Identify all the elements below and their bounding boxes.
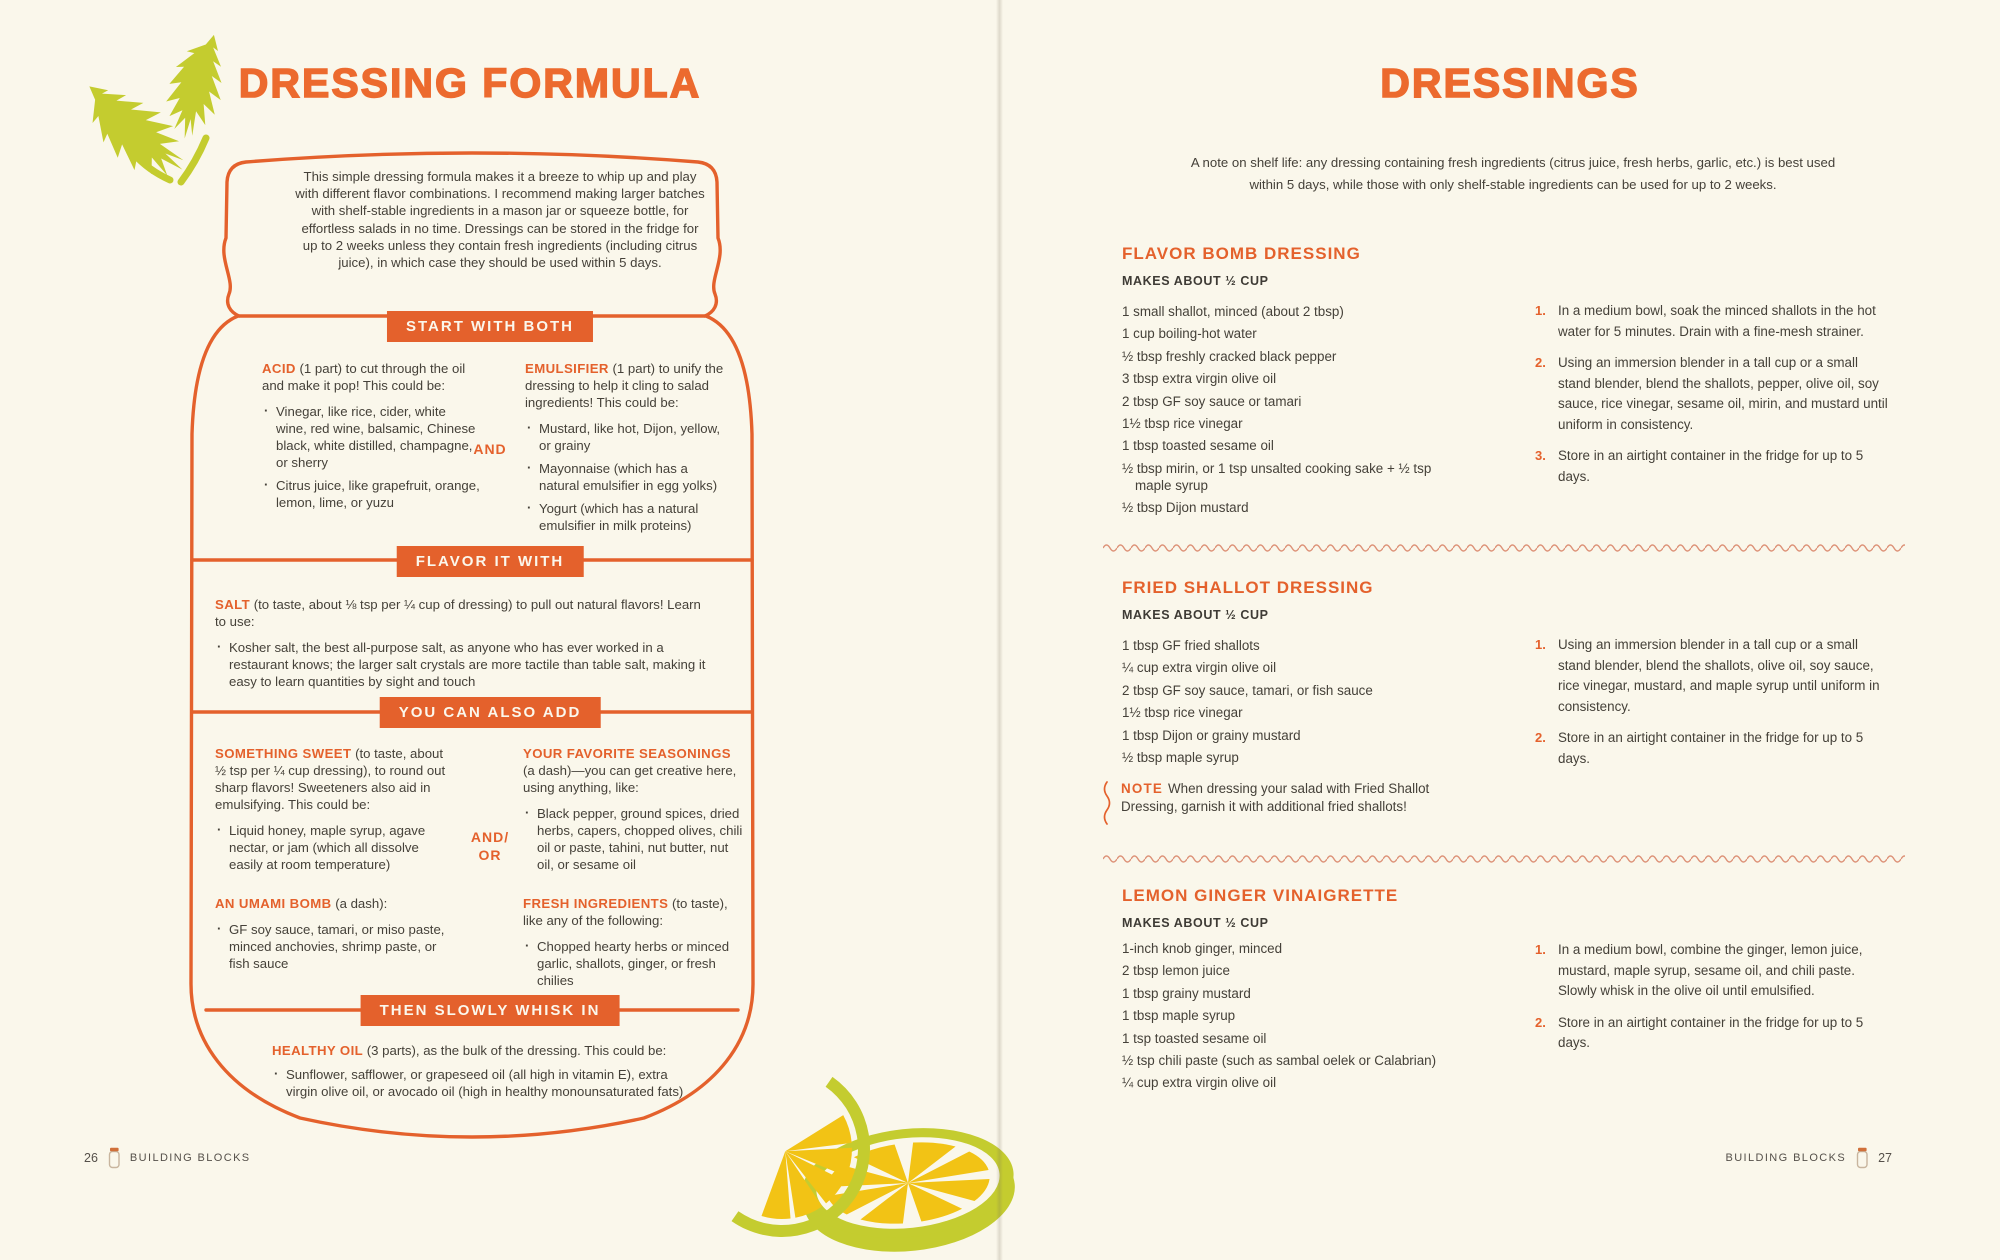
list-item: · Yogurt (which has a natural emulsifier in milk proteins) <box>525 500 730 534</box>
ingredient: 1 small shallot, minced (about 2 tbsp) <box>1122 304 1344 319</box>
acid-keyword: ACID <box>262 361 296 376</box>
ingredient: 1 tbsp Dijon or grainy mustard <box>1122 727 1301 743</box>
emulsifier-column <box>525 360 730 540</box>
page-number: 27 <box>1878 1151 1892 1165</box>
umami-bomb-lead: AN UMAMI BOMB (a dash): <box>215 896 388 911</box>
ingredient: ½ tbsp Dijon mustard <box>1122 500 1249 516</box>
acid-lead: ACID (1 part) to cut through the oil and make it pop! This could be: <box>262 361 466 393</box>
umami-bomb-block <box>215 895 455 978</box>
page-title: DRESSINGS <box>1380 60 1640 106</box>
left-page-footer <box>84 1146 251 1170</box>
footer-label: BUILDING BLOCKS <box>129 1152 251 1164</box>
list-item: · Black pepper, ground spices, dried herbs, capers, chopped olives, chili oil or paste, tahini, nut butter, nut oil, or sesame oil <box>523 805 745 873</box>
ingredient: 2 tbsp lemon juice <box>1122 963 1230 979</box>
recipe-title: LEMON GINGER VINAIGRETTE <box>1122 886 1399 905</box>
step-number: 1. <box>1535 942 1546 957</box>
wavy-divider <box>1103 851 1905 863</box>
step-number: 1. <box>1535 303 1546 318</box>
list-item: · Sunflower, safflower, or grapeseed oil (all high in vitamin E), extra virgin olive oil, or avocado oil (high in healthy monounsaturated fats) <box>272 1066 692 1100</box>
ingredient: 2 tbsp GF soy sauce or tamari <box>1122 393 1302 409</box>
section-header-start-with-both: START WITH BOTH <box>387 311 593 342</box>
list-item: · Mayonnaise (which has a natural emulsifier in egg yolks) <box>525 460 730 494</box>
ingredient-list <box>1122 940 1524 1097</box>
seasonings-block <box>523 745 745 879</box>
page-number: 26 <box>84 1151 98 1165</box>
section-header-then-slowly-whisk-in: THEN SLOWLY WHISK IN <box>361 995 620 1026</box>
list-item: · GF soy sauce, tamari, or miso paste, minced anchovies, shrimp paste, or fish sauce <box>215 921 455 972</box>
ingredient: ½ tsp chili paste (such as sambal oelek or Calabrian) <box>1122 1052 1437 1068</box>
salt-lead: SALT (to taste, about ⅛ tsp per ¼ cup of dressing) to pull out natural flavors! Learn to use: <box>215 597 701 629</box>
recipe-step: 3. Store in an airtight container in the fridge for up to 5 days. <box>1535 446 1893 487</box>
fresh-ingredients-block <box>523 895 745 995</box>
ingredient: ½ tbsp maple syrup <box>1122 749 1239 765</box>
citrus-slices-illustration <box>690 1065 1020 1260</box>
step-list <box>1535 940 1893 1065</box>
section-header-flavor-it-with: FLAVOR IT WITH <box>397 546 584 577</box>
recipe-step: 2. Store in an airtight container in the fridge for up to 5 days. <box>1535 728 1893 769</box>
ingredient: 1 tsp toasted sesame oil <box>1122 1030 1267 1046</box>
ingredient: ¼ cup extra virgin olive oil <box>1122 1075 1277 1091</box>
ingredient: ½ tbsp freshly cracked black pepper <box>1122 348 1337 364</box>
ingredient-list <box>1122 303 1524 522</box>
list-item: · Kosher salt, the best all-purpose salt, as anyone who has ever worked in a restaurant knows; the larger salt crystals are more tactile than table salt, making it easy to learn quantities by sight and touch <box>215 639 715 690</box>
note-squiggle-icon <box>1100 780 1112 826</box>
seasonings-lead: YOUR FAVORITE SEASONINGS (a dash)—you can get creative here, using anything, like: <box>523 746 737 795</box>
ingredient: 1 tbsp toasted sesame oil <box>1122 438 1274 454</box>
recipe-step: 1. Using an immersion blender in a tall cup or a small stand blender, blend the shallots, olive oil, soy sauce, rice vinegar, mustard, and maple syrup until uniform in consistency. <box>1535 635 1893 717</box>
recipe-yield: MAKES ABOUT ½ CUP <box>1122 608 1269 622</box>
ingredient: ¼ cup extra virgin olive oil <box>1122 660 1277 676</box>
recipe-step: 2. Store in an airtight container in the fridge for up to 5 days. <box>1535 1013 1893 1054</box>
step-number: 2. <box>1535 1014 1546 1030</box>
jar-icon <box>1855 1147 1869 1169</box>
right-page-footer <box>1725 1146 1892 1170</box>
emulsifier-keyword: EMULSIFIER <box>525 361 609 376</box>
recipe-title: FLAVOR BOMB DRESSING <box>1122 244 1361 263</box>
step-number: 3. <box>1535 448 1546 463</box>
list-item: · Chopped hearty herbs or minced garlic, shallots, ginger, or fresh chilies <box>523 938 745 989</box>
ingredient-list <box>1122 637 1524 771</box>
recipe-fried-shallot-dressing <box>1122 578 1912 766</box>
healthy-oil-keyword: HEALTHY OIL <box>272 1043 364 1058</box>
recipe-title: FRIED SHALLOT DRESSING <box>1122 578 1374 597</box>
ingredient: 1 tbsp grainy mustard <box>1122 985 1251 1001</box>
page-title: DRESSING FORMULA <box>238 60 702 106</box>
emulsifier-lead: EMULSIFIER (1 part) to unify the dressing to help it cling to salad ingredients! This could be: <box>525 361 724 410</box>
ingredient: 2 tbsp GF soy sauce, tamari, or fish sauce <box>1122 682 1373 698</box>
step-list <box>1535 635 1893 780</box>
salt-block <box>215 596 715 696</box>
step-number: 1. <box>1535 637 1546 652</box>
recipe-step: 1. In a medium bowl, combine the ginger, lemon juice, mustard, maple syrup, sesame oil, and chili paste. Slowly whisk in the olive oil until emulsified. <box>1535 940 1893 1002</box>
recipe-flavor-bomb-dressing <box>1122 244 1912 516</box>
ingredient: ½ tbsp mirin, or 1 tsp unsalted cooking sake + ½ tsp maple syrup <box>1122 460 1432 493</box>
step-list <box>1535 301 1893 498</box>
ingredient: 1 tbsp GF fried shallots <box>1122 638 1260 653</box>
and-or-joiner: AND/ OR <box>470 829 510 863</box>
ingredient: 1 cup boiling-hot water <box>1122 326 1257 342</box>
something-sweet-keyword: SOMETHING SWEET <box>215 746 352 761</box>
recipe-step: 2. Using an immersion blender in a tall cup or a small stand blender, blend the shallots, pepper, olive oil, soy sauce, rice vinegar, sesame oil, mirin, and mustard until uniform in consistency. <box>1535 353 1893 435</box>
something-sweet-block <box>215 745 455 879</box>
section-header-you-can-also-add: YOU CAN ALSO ADD <box>380 697 601 728</box>
fresh-ingredients-lead: FRESH INGREDIENTS (to taste), like any of the following: <box>523 896 728 928</box>
and-joiner: AND <box>473 441 507 457</box>
salt-keyword: SALT <box>215 597 251 612</box>
healthy-oil-lead: HEALTHY OIL (3 parts), as the bulk of the dressing. This could be: <box>272 1043 667 1058</box>
healthy-oil-block <box>272 1042 692 1106</box>
something-sweet-lead: SOMETHING SWEET (to taste, about ½ tsp per ¼ cup dressing), to round out sharp flavors! Sweeteners also aid in emulsifying. This could be: <box>215 746 446 812</box>
page-gutter <box>996 0 1003 1260</box>
ingredient: 1 tbsp maple syrup <box>1122 1008 1236 1024</box>
recipe-step: 1. In a medium bowl, soak the minced shallots in the hot water for 5 minutes. Drain with a fine-mesh strainer. <box>1535 301 1893 342</box>
list-item: · Liquid honey, maple syrup, agave nectar, or jam (which all dissolve easily at room temperature) <box>215 822 455 873</box>
recipe-yield: MAKES ABOUT ½ CUP <box>1122 916 1269 930</box>
fresh-ingredients-keyword: FRESH INGREDIENTS <box>523 896 669 911</box>
footer-label: BUILDING BLOCKS <box>1725 1152 1847 1164</box>
ingredient: 1-inch knob ginger, minced <box>1122 941 1283 956</box>
list-item: · Mustard, like hot, Dijon, yellow, or grainy <box>525 420 730 454</box>
list-item: · Vinegar, like rice, cider, white wine, red wine, balsamic, Chinese black, white distilled, champagne, or sherry <box>262 403 480 471</box>
step-number: 2. <box>1535 730 1546 745</box>
step-number: 2. <box>1535 355 1546 370</box>
jar-intro-text: This simple dressing formula makes it a breeze to whip up and play with different flavor combinations. I recommend making larger batches with shelf-stable ingredients in a mason jar or squeeze bottle, for effortless salads in no time. Dressings can be stored in the fridge for up to 2 weeks unless they contain fresh ingredients (including citrus juice), in which case they should be used within 5 days. <box>295 169 705 271</box>
ingredient: 3 tbsp extra virgin olive oil <box>1122 371 1277 387</box>
list-item: · Citrus juice, like grapefruit, orange, lemon, lime, or yuzu <box>262 477 480 511</box>
recipe-note: NOTE When dressing your salad with Fried Shallot Dressing, garnish it with additional fried shallots! <box>1100 780 1452 826</box>
wavy-divider <box>1103 540 1905 552</box>
shelf-life-note: A note on shelf life: any dressing containing fresh ingredients (citrus juice, fresh herbs, garlic, etc.) is best used within 5 days, while those with only shelf-stable ingredients can be used for up to 2 weeks. <box>1190 155 1836 192</box>
recipe-lemon-ginger-vinaigrette <box>1122 886 1912 1091</box>
ingredient: 1½ tbsp rice vinegar <box>1122 705 1243 721</box>
umami-bomb-keyword: AN UMAMI BOMB <box>215 896 332 911</box>
acid-column <box>262 360 480 517</box>
ingredient: 1½ tbsp rice vinegar <box>1122 415 1243 431</box>
seasonings-keyword: YOUR FAVORITE SEASONINGS <box>523 746 731 761</box>
recipe-yield: MAKES ABOUT ½ CUP <box>1122 274 1269 288</box>
jar-icon <box>107 1147 121 1169</box>
note-label: NOTE <box>1121 781 1163 796</box>
